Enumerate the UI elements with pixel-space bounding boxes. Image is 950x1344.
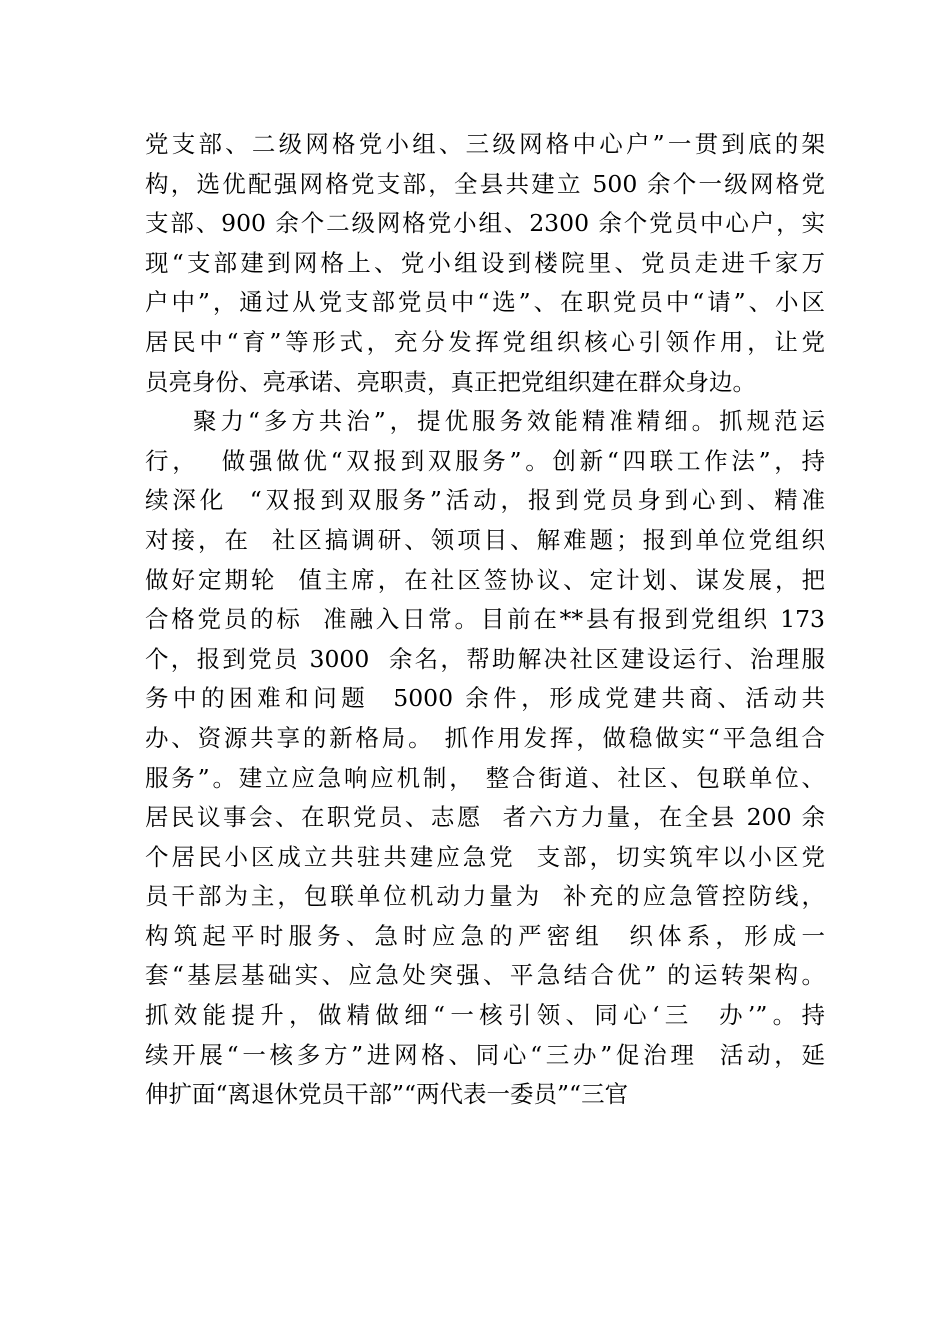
text-line: 服务”。建立应急响应机制， 整合街道、社区、包联单位、 bbox=[145, 763, 825, 792]
text-line: 续开展“一核多方”进网格、同心“三办”促治理 活动，延 bbox=[145, 1040, 825, 1069]
text-line: 党支部、二级网格党小组、三级网格中心户”一贯到底的架 bbox=[145, 130, 825, 158]
text-line: 抓效能提升，做精做细“一核引领、同心‘三 办’”。持 bbox=[145, 1001, 825, 1030]
text-line: 办、资源共享的新格局。 抓作用发挥，做稳做实“平急组合 bbox=[145, 723, 825, 752]
text-line: 行， 做强做优“双报到双服务”。创新“四联工作法”，持 bbox=[145, 446, 825, 475]
text-line-paragraph-end: 员亮身份、亮承诺、亮职责，真正把党组织建在群众身边。 bbox=[145, 367, 756, 396]
text-line: 对接，在 社区搞调研、领项目、解难题；报到单位党组织 bbox=[145, 525, 825, 554]
text-line: 务中的困难和问题 5000 余件，形成党建共商、活动共 bbox=[145, 684, 825, 713]
text-line-last: 伸扩面“离退休党员干部”“两代表一委员”“三官 bbox=[145, 1080, 629, 1109]
text-line: 合格党员的标 准融入日常。目前在**县有报到党组织 173 bbox=[145, 605, 825, 634]
text-line: 员干部为主，包联单位机动力量为 补充的应急管控防线， bbox=[145, 882, 825, 911]
body-text bbox=[145, 125, 825, 1115]
text-line: 居民中“育”等形式，充分发挥党组织核心引领作用，让党 bbox=[145, 327, 825, 356]
text-line: 个居民小区成立共驻共建应急党 支部，切实筑牢以小区党 bbox=[145, 842, 825, 871]
text-line: 个，报到党员 3000 余名，帮助解决社区建设运行、治理服 bbox=[145, 644, 825, 673]
text-line: 构筑起平时服务、急时应急的严密组 织体系，形成一 bbox=[145, 921, 825, 950]
text-line: 现“支部建到网格上、党小组设到楼院里、党员走进千家万 bbox=[145, 248, 825, 277]
text-line: 居民议事会、在职党员、志愿 者六方力量，在全县 200 余 bbox=[145, 803, 825, 832]
text-line: 构，选优配强网格党支部，全县共建立 500 余个一级网格党 bbox=[145, 169, 825, 198]
text-line: 做好定期轮 值主席，在社区签协议、定计划、谋发展，把 bbox=[145, 565, 825, 594]
text-line: 支部、900 余个二级网格党小组、2300 余个党员中心户，实 bbox=[145, 209, 825, 238]
text-line: 户中”，通过从党支部党员中“选”、在职党员中“请”、小区 bbox=[145, 288, 825, 317]
text-line: 续深化 “双报到双服务”活动，报到党员身到心到、精准 bbox=[145, 486, 825, 515]
text-line-paragraph-start: 聚力“多方共治”，提优服务效能精准精细。抓规范运 bbox=[193, 407, 825, 436]
text-line: 套“基层基础实、应急处突强、平急结合优” 的运转架构。 bbox=[145, 961, 825, 990]
